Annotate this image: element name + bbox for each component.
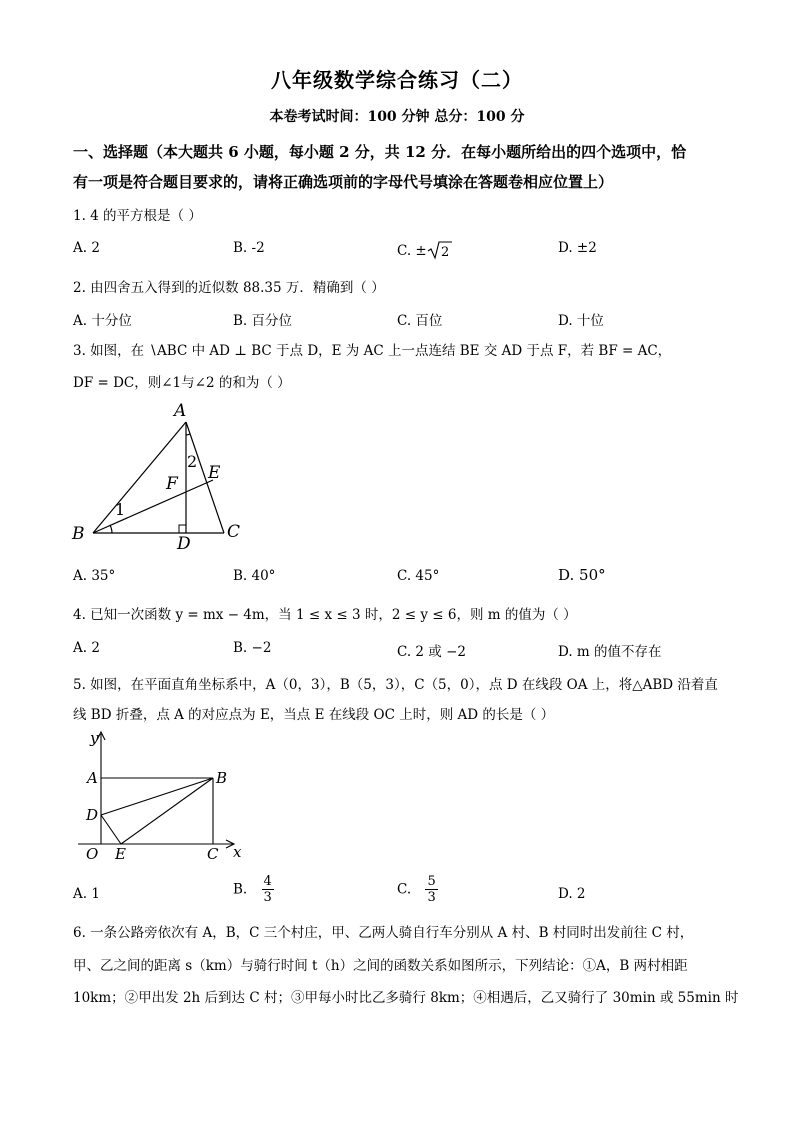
- question-3-line2: DF = DC，则∠1与∠2 的和为（ ）: [73, 375, 291, 391]
- q1-option-c-label: C. ±: [397, 243, 427, 259]
- section-heading-line1: 一、选择题（本大题共 6 小题，每小题 2 分，共 12 分．在每小题所给出的四个选项中，恰: [73, 143, 687, 161]
- q2-option-a[interactable]: A. 十分位: [73, 313, 132, 329]
- label-angle-1: 1: [115, 500, 126, 519]
- label-B: B: [72, 524, 85, 544]
- fraction-5-3: [425, 874, 437, 905]
- label-y: y: [90, 729, 99, 747]
- question-2-stem: 2. 由四舍五入得到的近似数 88.35 万．精确到（ ）: [73, 280, 385, 296]
- section-heading-line2: 有一项是符合题目要求的，请将正确选项前的字母代号填涂在答题卷相应位置上）: [73, 173, 614, 191]
- q5-option-b[interactable]: [233, 874, 274, 905]
- question-6-line2: 甲、乙之间的距离 s（km）与骑行时间 t（h）之间的函数关系如图所示，下列结论：①A，B 两村相距: [73, 958, 688, 974]
- denominator: 3: [263, 890, 272, 905]
- q5-option-c[interactable]: [397, 874, 438, 905]
- label-B: B: [216, 769, 228, 787]
- q3-option-d[interactable]: D. 50°: [558, 566, 606, 584]
- q5-coordinate-figure: [70, 726, 250, 866]
- question-5-line1: 5. 如图，在平面直角坐标系中，A（0，3），B（5，3），C（5，0），点 D 在线段 OA 上，将△ABD 沿着直: [73, 677, 718, 693]
- q4-option-d[interactable]: D. m 的值不存在: [558, 644, 662, 660]
- label-x: x: [233, 843, 242, 861]
- numerator: 4: [263, 874, 272, 889]
- label-F: F: [166, 474, 178, 494]
- label-C: C: [207, 845, 219, 863]
- q3-triangle-figure: [66, 398, 256, 556]
- exam-info: 本卷考试时间：100 分钟 总分：100 分: [269, 109, 525, 125]
- label-D: D: [177, 534, 191, 554]
- page-title: 八年级数学综合练习（二）: [271, 68, 523, 92]
- label-C: C: [227, 522, 241, 542]
- question-4-stem: 4. 已知一次函数 y = mx − 4m，当 1 ≤ x ≤ 3 时，2 ≤ y ≤ 6，则 m 的值为（ ）: [73, 607, 577, 623]
- label-E: E: [115, 845, 126, 863]
- q5-option-d[interactable]: D. 2: [558, 886, 586, 902]
- denominator: 3: [427, 890, 436, 905]
- q4-option-c[interactable]: C. 2 或 −2: [397, 644, 467, 660]
- question-3-line1: 3. 如图，在 ∖ABC 中 AD ⊥ BC 于点 D，E 为 AC 上一点连结 BE 交 AD 于点 F，若 BF = AC，: [73, 343, 672, 359]
- angle-1-arc: [110, 525, 112, 533]
- q3-option-a[interactable]: A. 35°: [73, 568, 116, 584]
- segment-be: [93, 480, 213, 533]
- q4-option-b[interactable]: B. −2: [233, 640, 272, 656]
- label-A: A: [87, 769, 98, 787]
- segment-eb: [121, 778, 213, 844]
- question-6-line1: 6. 一条公路旁依次有 A，B，C 三个村庄，甲、乙两人骑自行车分别从 A 村、B 村同时出发前往 C 村，: [73, 925, 694, 941]
- question-1-stem: 1. 4 的平方根是（ ）: [73, 208, 202, 224]
- question-5-line2: 线 BD 折叠，点 A 的对应点为 E，当点 E 在线段 OC 上时，则 AD 的长是（ ）: [73, 707, 555, 723]
- label-angle-2: 2: [187, 452, 198, 471]
- q2-option-c[interactable]: C. 百位: [397, 313, 443, 329]
- q1-option-d[interactable]: D. ±2: [558, 240, 597, 256]
- label-O: O: [86, 845, 99, 863]
- q2-option-b[interactable]: B. 百分位: [233, 313, 293, 329]
- q3-option-c[interactable]: C. 45°: [397, 568, 440, 584]
- segment-de: [101, 815, 121, 844]
- question-6-line3: 10km；②甲出发 2h 后到达 C 村；③甲每小时比乙多骑行 8km；④相遇后，乙又骑行了 30min 或 55min 时: [73, 990, 739, 1006]
- q2-option-d[interactable]: D. 十位: [558, 313, 604, 329]
- fraction-4-3: [262, 874, 274, 905]
- q5-option-b-label: B.: [233, 881, 248, 898]
- right-angle-mark: [179, 525, 186, 533]
- sqrt-radicand: 2: [440, 245, 450, 260]
- q1-option-c[interactable]: [397, 240, 453, 260]
- label-E: E: [208, 463, 221, 483]
- angle-2-arc: [186, 434, 190, 435]
- q5-option-c-label: C.: [397, 881, 412, 898]
- segment-db: [101, 778, 213, 815]
- q5-option-a[interactable]: A. 1: [73, 886, 100, 902]
- q1-option-a[interactable]: A. 2: [73, 240, 100, 256]
- label-D: D: [86, 806, 99, 824]
- numerator: 5: [427, 874, 436, 889]
- label-A: A: [174, 401, 187, 421]
- q3-option-b[interactable]: B. 40°: [233, 568, 276, 584]
- q4-option-a[interactable]: A. 2: [73, 640, 100, 656]
- sqrt-symbol: [427, 240, 453, 260]
- q1-option-b[interactable]: B. -2: [233, 240, 265, 256]
